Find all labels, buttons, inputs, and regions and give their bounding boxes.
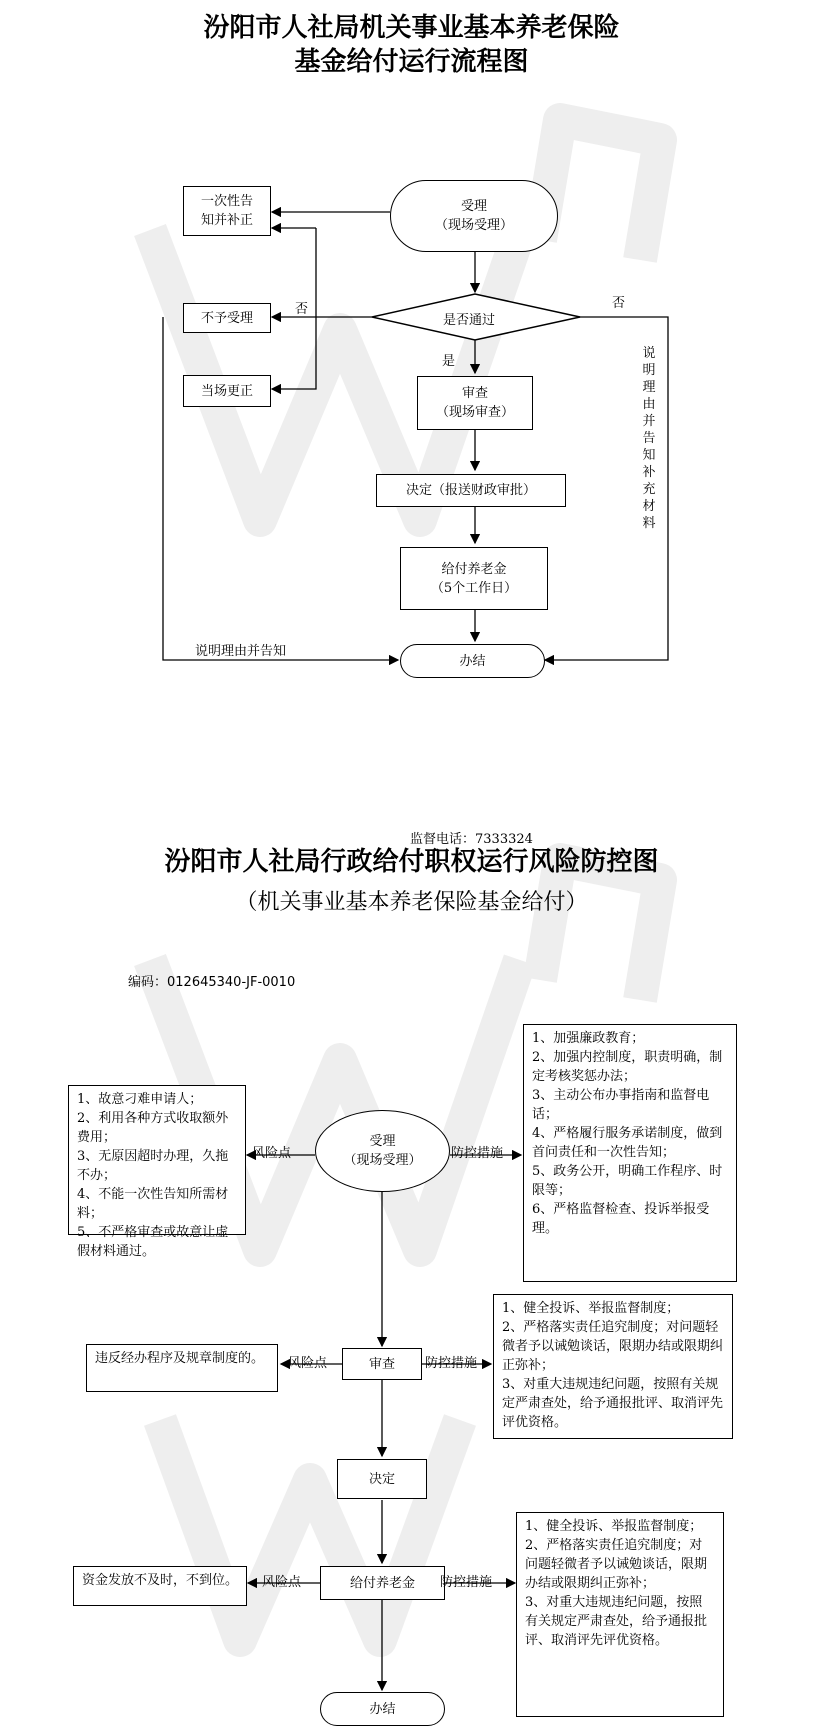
risk-label-1: 风险点 bbox=[252, 1146, 292, 1161]
flow1-title-line2: 基金给付运行流程图 bbox=[294, 47, 529, 77]
risks-box-1: 1、故意刁难申请人； 2、利用各种方式收取额外费用； 3、无原因超时办理，久拖不办； 4、不能一次性告知所需材料； 5、不严格审查或故意让虚假材料通过。 bbox=[68, 1085, 246, 1235]
risks-box-2: 违反经办程序及规章制度的。 bbox=[86, 1344, 278, 1392]
flow1-accept-node bbox=[390, 180, 558, 252]
pass-check-label: 是否通过 bbox=[443, 313, 496, 328]
risk-label-2: 风险点 bbox=[288, 1356, 328, 1371]
flow1-title-line1: 汾阳市人社局机关事业基本养老保险 bbox=[203, 13, 620, 43]
controls-box-1: 1、加强廉政教育； 2、加强内控制度，职责明确，制定考核奖惩办法； 3、主动公布办事指南和监督电话； 4、严格履行服务承诺制度，做到首问责任和一次性告知； 5、政务公开，明确工作程序、时限等； 6、严格监督检查、投诉举报受理。 bbox=[523, 1024, 737, 1282]
control-label-2: 防控措施 bbox=[425, 1356, 478, 1371]
correct-on-site-box: 当场更正 bbox=[183, 375, 271, 407]
controls-box-2: 1、健全投诉、举报监督制度； 2、严格落实责任追究制度；对问题轻微者予以诫勉谈话，限期办结或限期纠正弥补； 3、对重大违规违纪问题，按照有关规定严肃查处，给予通报批评、取消评先评优资格。 bbox=[493, 1294, 733, 1439]
yes-label: 是 bbox=[442, 354, 456, 369]
risk-label-3: 风险点 bbox=[262, 1575, 302, 1590]
flow1-accept-title: 受理 bbox=[460, 199, 487, 214]
flow1-pay-box bbox=[400, 547, 548, 610]
no-right-label: 否 bbox=[612, 296, 626, 311]
flow2-accept-title: 受理 bbox=[369, 1134, 396, 1149]
flow1-pay-title: 给付养老金 bbox=[441, 561, 507, 577]
flow2-done-node: 办结 bbox=[320, 1692, 445, 1726]
flow1-done-node: 办结 bbox=[400, 644, 545, 678]
flow1-decision-box: 决定（报送财政审批） bbox=[376, 474, 566, 507]
flow2-review-box: 审查 bbox=[342, 1348, 422, 1380]
flow2-title: 汾阳市人社局行政给付职权运行风险防控图 bbox=[164, 847, 659, 877]
flow2-decision-box: 决定 bbox=[337, 1459, 427, 1499]
inform-once-line2: 知并补正 bbox=[200, 213, 253, 228]
inform-once-line1: 一次性告 bbox=[200, 194, 253, 209]
flow1-accept-sub: （现场受理） bbox=[434, 218, 513, 233]
form-code: 编码：012645340-JF-0010 bbox=[128, 975, 296, 990]
reject-box: 不予受理 bbox=[183, 303, 271, 333]
flow2-accept-node bbox=[315, 1110, 450, 1192]
flow1-pay-sub: （5个工作日） bbox=[430, 580, 518, 596]
control-label-3: 防控措施 bbox=[440, 1575, 493, 1590]
flow2-accept-sub: （现场受理） bbox=[343, 1153, 422, 1168]
flow2-pay-box: 给付养老金 bbox=[320, 1566, 445, 1600]
flow2-subtitle: （机关事业基本养老保险基金给付） bbox=[235, 890, 588, 915]
control-label-1: 防控措施 bbox=[451, 1146, 504, 1161]
explain-inform-label: 说明理由并告知 bbox=[195, 644, 287, 659]
inform-once-box bbox=[183, 186, 271, 236]
no-left-label: 否 bbox=[295, 302, 309, 317]
risks-box-3: 资金发放不及时，不到位。 bbox=[73, 1566, 247, 1606]
controls-box-3: 1、健全投诉、举报监督制度； 2、严格落实责任追究制度；对问题轻微者予以诫勉谈话，限期办结或限期纠正弥补； 3、对重大违规违纪问题，按照有关规定严肃查处，给予通报批评、取消评先评优资格。 bbox=[516, 1512, 724, 1717]
flow1-review-box bbox=[417, 376, 533, 430]
flow1-review-sub: （现场审查） bbox=[435, 405, 514, 420]
explain-vertical-text: 说明理由并告知补充材料 bbox=[642, 346, 656, 531]
hotline: 监督电话：7333324 bbox=[410, 832, 533, 847]
flow1-review-title: 审查 bbox=[461, 386, 488, 401]
